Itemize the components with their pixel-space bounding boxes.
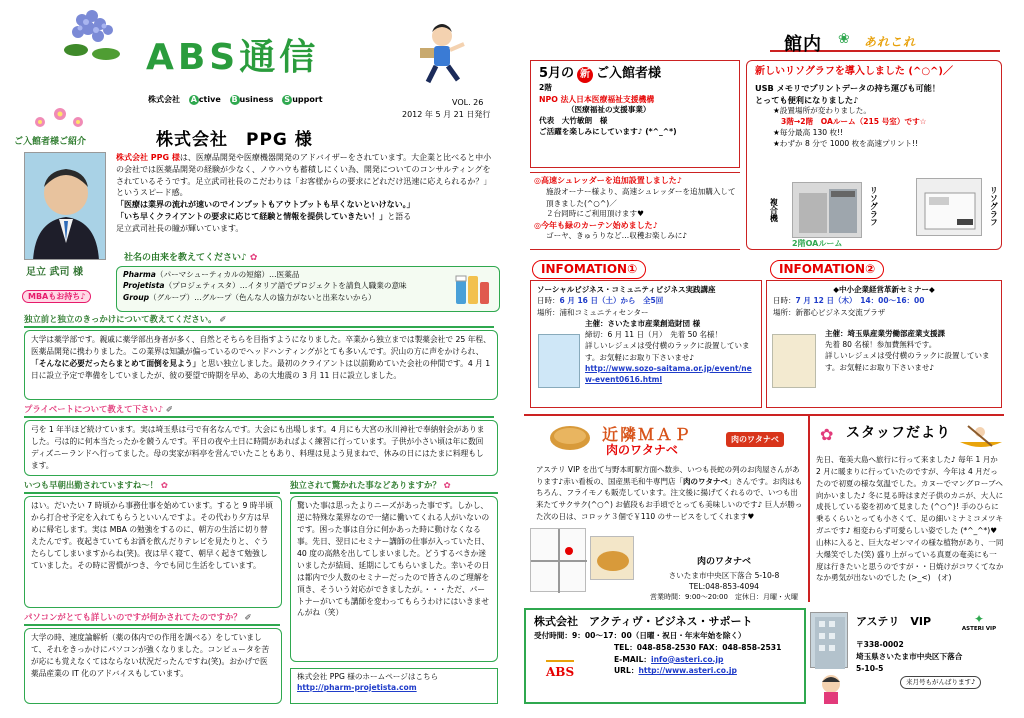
q-surprise-box: 驚いた事は思ったよりニーズがあった事です。しかし、逆に特殊な業界なので一緒に働いてくれる人がいないのです。困った事は自分に何かあった時に動けなくなる事。先日、翌日にセミナー講師の仕事が入っていた日、40 度の高熱を出してしまいました。どうするべきか迷いましたが結局、延期にしてもらいました。幸いその日は都内で少人数のセミナーだったので皆さんのご理解を頂き、そういう対応ができましたが。・・・ただ、パートナーがいても講師を変わってもらうわけにはいきませんがね（笑）	[290, 496, 498, 662]
q-independence-heading: 独立前と独立のきっかけについて教えてください。 ✐	[24, 314, 494, 328]
info2-heading: ◆中小企業経営革新セミナー◆	[833, 285, 935, 294]
lead-end: 足立武司社長の瞳が輝いています。	[116, 223, 244, 233]
croquette-illustration	[548, 420, 592, 454]
map-photo	[590, 536, 634, 580]
map-body	[536, 464, 804, 522]
risograph-title: 新しいリソグラフを導入しました (^○^)／	[755, 66, 954, 77]
section-divider	[524, 414, 1004, 416]
info1-deadline: 締切：6 月 11 日（月） 先着 50 名様！	[585, 330, 723, 339]
info1-flyer-thumbnail	[538, 334, 580, 388]
asteri-logo: ✦ ASTERI VIP	[956, 612, 1002, 640]
footer-zip: 〒338-0002	[856, 640, 904, 649]
risograph-line1: USB メモリでプリントデータの持ち運びも可能！	[755, 83, 941, 94]
q-private-heading-text: プライベートについて教えて下さい♪	[24, 404, 163, 414]
footer-email-link[interactable]: info@asteri.co.jp	[651, 654, 724, 664]
footer-email-label: E-MAIL：	[614, 654, 652, 664]
footer-bubble: 来月号もがんばります♪	[900, 676, 981, 689]
new-tenants-title	[539, 65, 731, 83]
mascot-illustration	[816, 672, 846, 704]
word-upport: upport	[292, 95, 323, 104]
new-tenants-rep: 代表 大竹敏朗 様	[539, 116, 608, 126]
staff-body: 先日、奄美大島へ旅行に行って来ました♪ 毎年 1 月か 2 月に暖まりに行っていたのですが、今年は 4 月だったので初夏の様な気温でした。カヌーでマングローブへ向かいました♪ 冬に見る時はまだ子供のカニが、大人に成長している姿を初めて見ました (^○^)! 手のひらに乗るくらいとっても小さくて、足の細いミナミコメツキガニです♪ 相変わらず可愛らしい姿でした (*^_^*)♥ 山林に入ると、巨大なゼンマイの様な植物があり、一同大爆笑でした(笑) 盛り上がっている真夏の奄美にも一度は行きたいと思うのですが・・日焼けがコワくてなかなか勇気が出ないのでした (>_<) (オ)	[816, 455, 1004, 583]
portrait-photo	[24, 152, 106, 260]
company-prefix: 株式会社	[148, 95, 180, 104]
q-independence-text-a: 大学は薬学部です。親戚に薬学部出身者が多く、自然とそちらを目指すようになりました。卒業から独立までは製薬会社で 25 年程、医薬品開発に携わりました。この業界は知識が偏っているのでヘッドハンティングがとても多いんです。沢山の方に声をかけられ、	[31, 335, 491, 356]
masthead-title: ABS通信	[146, 37, 320, 78]
staff-title: スタッフだより	[846, 425, 951, 441]
volume-number: VOL. 26	[452, 98, 484, 107]
info1-title: INFOMATION①	[532, 260, 646, 279]
map-tel: TEL:048-853-4094	[688, 581, 760, 591]
risograph-bullet-2: 3階→2階 OAルーム（215 号室）です☆	[781, 117, 927, 127]
shredder-section	[530, 172, 740, 250]
footer-box	[524, 608, 806, 704]
company-title: 株式会社 PPG 様	[156, 130, 313, 150]
info2-date: 7 月 12 日（木） 14：00～16：00	[795, 296, 925, 306]
footer-company: 株式会社 アクティヴ・ビジネス・サポート	[534, 615, 753, 628]
info2-note: 詳しいレジュメは受付横のラックに設置しています。お気軽にお取り下さいませ♪	[825, 351, 990, 372]
q-morning-box: はい。だいたい 7 時頃から事務仕事を始めています。すると 9 時半頃から打合せ予定を入れてもらうといいんですよ。その代わり夕方は早めに帰宅します。実は MBA の勉強をするのに、朝方の生活に切り替えたんです。夜起きていてもお酒を飲んだりテレビを見たりと、ぐうたらしてしまいますからね(笑)。夜は早く寝て、朝早く起きて勉強していました。その時に習慣がつき、今でも同じ生活をしています。	[24, 496, 282, 608]
q-pc-heading-text: パソコンがとても詳しいのですが何かされてたのですか？	[24, 612, 242, 622]
masthead-subline	[148, 94, 323, 105]
new-tenants-org-sub: （医療福祉の支援事業）	[567, 105, 651, 115]
sprout-icon: ❀	[838, 31, 850, 47]
footer-tel: TEL：048-858-2530 FAX：048-858-2531	[614, 642, 782, 652]
info2-capacity: 先着 80 名様！参加費無料です。	[825, 340, 937, 349]
q-independence-text-b: と思い独立しました。最初のクライアントは以前勤めていた会社の仲間です。4 月 1 日に設立予定で準備をしていましたが、彼の要望で時期を早め、あの大地震の 3 月 11 日に設立しました。	[31, 358, 491, 380]
homepage-text: 株式会社 PPG 様のホームページはこちら	[297, 672, 439, 681]
kannai-title: 館内	[784, 34, 822, 55]
letter-a-badge: A	[190, 95, 197, 104]
info1-link[interactable]: http://www.sozo-saitama.or.jp/event/new-event0616.html	[585, 363, 752, 384]
footer-url-link[interactable]: http://www.asteri.co.jp	[638, 666, 737, 676]
company-name-heading-text: 社名の由来を教えてください♪	[124, 253, 247, 263]
shredder-footnote: ２台同時にご利用頂けます♥	[546, 209, 644, 219]
homepage-link[interactable]: http://pharm-projetista.com	[297, 682, 417, 692]
label-riso-2: リソグラフ	[989, 186, 999, 226]
info1-date: 6 月 16 日（土）から 全5回	[559, 296, 664, 306]
info1-note: 詳しいレジュメは受付横のラックに設置しています。お気軽にお取り下さいませ♪	[585, 341, 750, 362]
footer-address-2: 5-10-5	[856, 664, 884, 673]
def-pharma: （パーマシューティカルの短縮）…医薬品	[155, 270, 300, 279]
origin-item-projetista	[123, 280, 493, 291]
new-tenants-box	[530, 60, 740, 168]
new-badge: 新	[577, 67, 593, 83]
risograph-bullet-4: ★わずか 8 分で 1000 枚を高速プリント!!	[773, 138, 919, 148]
intro-paragraph	[116, 152, 498, 235]
lead-text: は、医療品開発や医療機器開発のアドバイザーをされています。大企業と比べると中小の会社では医薬品開発の経験が少なく、ノウハウも蓄積しにくい為、開発についてのコンサルティングをされているそうです。足立武司社長のこだわりは「お客様からの要求にどれだけ迅速に応えられるか？」というスピード感。	[116, 153, 492, 198]
term-group: Group	[123, 292, 150, 302]
map-subtitle: 肉のワタナベ	[606, 443, 678, 457]
person-name: 足立 武司 様	[26, 267, 83, 278]
map-title: 近隣ＭＡＰ	[602, 425, 693, 444]
shredder-body: 施設オーナー様より、高速シュレッダーを追加購入して頂きました(^○^)／	[546, 187, 736, 208]
q-pc-box: 大学の時、速度論解析（薬の体内での作用を調べる）をしていまして、それをきっかけにパソコンが強くなりました。コンピュータを苦が応にも覚えなくてはならない状況だったんですね(笑)。おかげで医薬品産業の IT 化のアドバイスもしています。	[24, 628, 282, 704]
map-address: さいたま市中央区下落合 5-10-8	[668, 570, 780, 580]
info1-sponsor: 主催：さいたま市産業創造財団 様	[585, 318, 701, 328]
new-tenants-org: NPO 法人日本医療福祉支援機構	[539, 95, 655, 105]
copier-photo	[792, 182, 862, 238]
curtain-body: ゴーヤ、きゅうりなど…収穫お楽しみに♪	[546, 231, 688, 241]
q-pc-heading: パソコンがとても詳しいのですが何かされてたのですか？ ✐	[24, 612, 280, 626]
origin-item-pharma	[123, 269, 493, 280]
staff-flower-icon: ✿	[820, 425, 834, 444]
issue-date: 2012 年 5 月 21 日発行	[402, 110, 491, 119]
canoe-illustration	[958, 418, 1004, 452]
new-tenants-welcome: ご活躍を楽しみにしています♪ (*^_^*)	[539, 126, 677, 136]
map-body-2: 」さんです。お肉はもちろん、フライモノも販売しています。注文後に揚げてくれるので、いつも出来たてサクサク(^○^) お値段もお手頃でとっても美味しいのです♪ 巨人が勝った次の日は、コロッケ３個で￥110 のサービスをしてくれます♥	[536, 476, 803, 521]
new-tenants-floor: 2階	[539, 83, 552, 93]
q-morning-heading-text: いつも早朝出勤されていますね～！	[24, 480, 158, 490]
origin-item-group	[123, 292, 493, 303]
q-independence-bold: 「そんなに必要だったらまとめて面倒を見よう」	[31, 358, 201, 368]
q-surprise-heading-text: 独立されて驚かれた事などありますか？	[290, 480, 441, 490]
q-surprise-heading: 独立されて驚かれた事などありますか？ ✿	[290, 480, 498, 494]
q-independence-heading-text: 独立前と独立のきっかけについて教えてください。	[24, 314, 217, 324]
shredder-title: ◎高速シュレッダーを追加設置しました♪	[534, 176, 682, 185]
footer-hours: 受付時間：9：00～17：00（日曜・祝日・年末年始を除く）	[534, 631, 746, 641]
risograph-photo	[916, 178, 982, 236]
info2-flyer-thumbnail	[772, 334, 816, 388]
info2-sponsor: 主催：埼玉県産業労働部産業支援課	[825, 328, 945, 338]
company-name-heading: 社名の由来を教えてください♪ ✿	[124, 253, 258, 263]
speech-bubble: MBAもお持ち♪	[22, 290, 91, 303]
risograph-bullet-3: ★毎分最高 130 枚!!	[773, 128, 844, 138]
section-tag: ご入館者様ご紹介	[14, 137, 87, 147]
map-drawing	[530, 528, 586, 592]
info2-place: 場所：新都心ビジネス交流プラザ	[773, 307, 886, 317]
new-tenants-month: 5月の	[539, 66, 575, 81]
map-address-name: 肉のワタナベ	[697, 557, 751, 567]
running-boy-illustration	[414, 22, 472, 88]
label-oa-room: 2階OAルーム	[792, 239, 843, 248]
footer-url-label: URL：	[614, 666, 639, 676]
q-morning-heading: いつも早朝出勤されていますね～！ ✿	[24, 480, 280, 494]
curtain-title: ◎今年も緑のカーテン始めました♪	[534, 220, 658, 230]
map-body-1: アステリ VIP を出て与野本町駅方面へ数歩、いつも長蛇の列のお肉屋さんがあります♪赤い看板の、国産黒毛和牛専門店「	[536, 465, 800, 486]
word-usiness: usiness	[239, 95, 274, 104]
map-hours: 営業時間：9:00～20:00 定休日：月曜・火曜	[650, 593, 798, 602]
term-projetista: Projetista	[123, 281, 165, 291]
q-independence-box	[24, 330, 498, 400]
label-riso-1: リソグラフ	[869, 186, 879, 226]
quote-1: 「医療は業界の流れが速いのでインプットもアウトプットも早くないといけない。」	[116, 200, 415, 210]
homepage-box	[290, 668, 498, 704]
letter-b-badge: B	[231, 95, 238, 104]
vertical-divider	[808, 416, 810, 602]
building-name: アステリ VIP	[856, 615, 932, 628]
flower-decoration	[30, 100, 90, 136]
word-ctive: ctive	[198, 95, 221, 104]
map-address-block	[640, 556, 808, 603]
label-fukugo: 複合機	[769, 198, 779, 222]
info1-heading: ソーシャルビジネス・コミュニティビジネス実践講座	[537, 285, 716, 294]
q-private-box: 弓を 1 年半ほど続けています。実は埼玉県は弓で有名なんです。大会にも出場します。4 月にも大宮の氷川神社で奉納射会がありました。弓は的に何本当たったかを競うんです。平日の夜や土日に時間があればよく練習に行っています。子供が小さい頃は年に数回ディズニーランドへ行ってました。母の実家が料亭を営んでいたこともあり、料理は見よう見まねで、休みの日にはたまに料理もします。	[24, 420, 498, 476]
new-tenants-heading: ご入館者様	[596, 66, 662, 81]
info1-place: 場所：浦和コミュニティセンター	[537, 307, 649, 317]
def-group: （グループ）…グループ（色んな人の協力がないと出来ないから）	[149, 292, 376, 302]
quote-2: 「いち早くクライアントの要求に応じて経験と情報を提供していきたい！」	[116, 212, 388, 222]
def-projetista: （プロジェティスタ）…イタリア語でプロジェクトを請負人職業の意味	[164, 281, 407, 291]
map-shop-name: 肉のワタナベ	[683, 476, 728, 486]
map-shop-badge: 肉のワタナベ	[726, 432, 784, 447]
company-name-box	[116, 266, 500, 312]
medicine-bottles-illustration	[452, 270, 492, 308]
risograph-bullet-1: ★設置場所が変わりました。	[773, 106, 871, 116]
info2-date-label: 日時：	[773, 296, 796, 306]
kannai-subtitle: あれこれ	[864, 35, 917, 49]
hydrangea-illustration	[58, 4, 124, 66]
info1-date-label: 日時：	[537, 296, 560, 306]
letter-s-badge: S	[282, 95, 292, 105]
asteri-logo-text: ASTERI VIP	[961, 626, 997, 632]
quote-after: と語る	[387, 212, 412, 222]
q-private-heading: プライベートについて教えて下さい♪ ✐	[24, 404, 494, 418]
info2-title: INFOMATION②	[770, 260, 884, 279]
lead-company: 株式会社 PPG 様	[116, 153, 180, 162]
term-pharma: Pharma	[123, 270, 156, 279]
building-photo	[810, 612, 848, 668]
abs-logo: ABS	[546, 660, 574, 681]
risograph-line2: とっても便利になりました♪	[755, 94, 859, 105]
footer-address: 埼玉県さいたま市中央区下落合	[856, 652, 963, 661]
